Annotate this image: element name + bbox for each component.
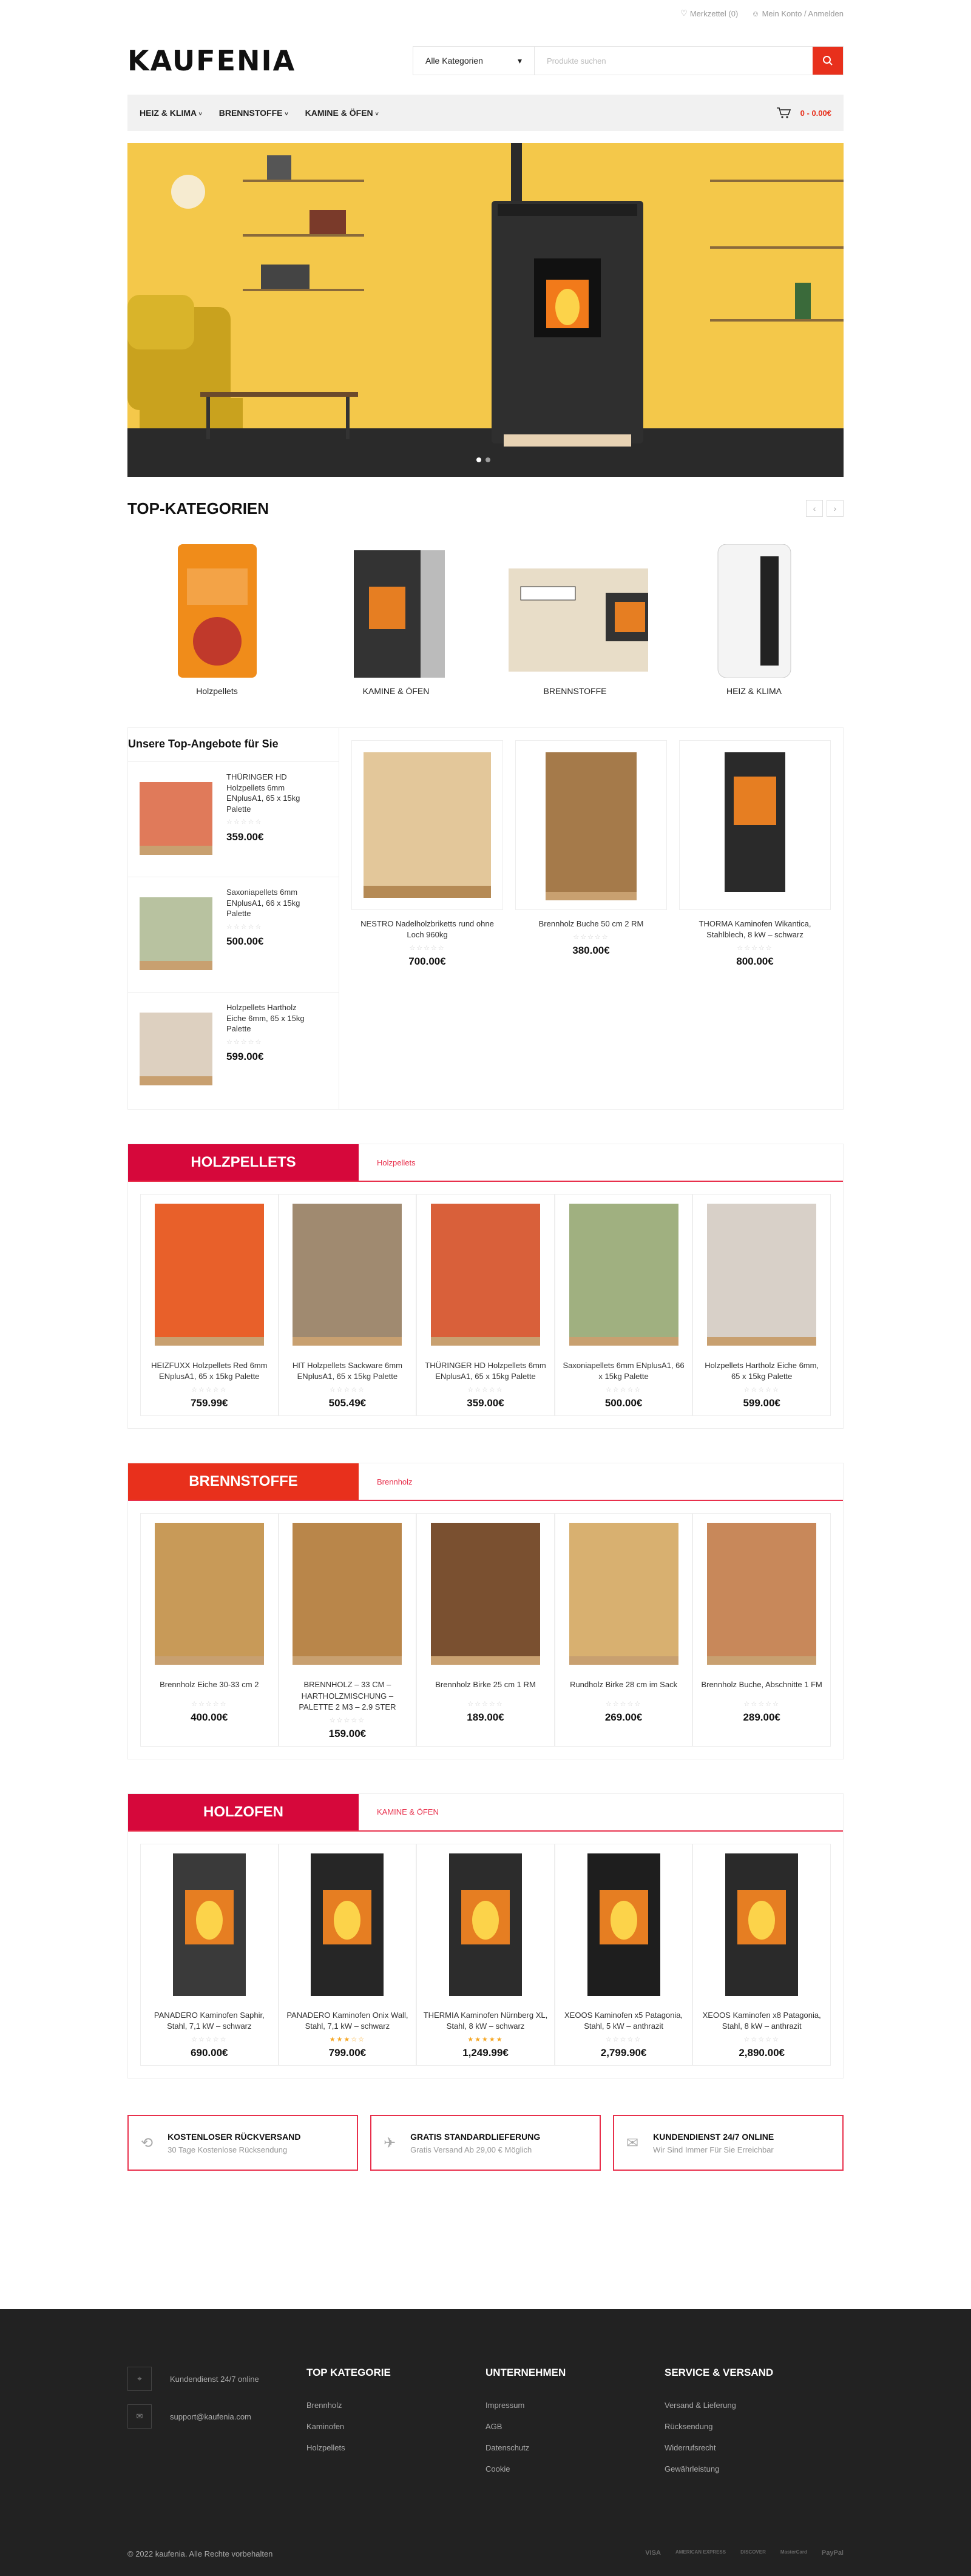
list-item[interactable]: Holzpellets Hartholz Eiche 6mm, 65 x 15kg Palette ☆☆☆☆☆ 599.00€ — [128, 992, 339, 1107]
air-conditioner-image — [703, 544, 806, 678]
product-card[interactable]: XEOOS Kaminofen x5 Patagonia, Stahl, 5 kW – anthrazit ☆☆☆☆☆ 2,799.90€ — [555, 1844, 693, 2066]
product-image — [143, 1847, 276, 2002]
footer-link[interactable]: Cookie — [486, 2464, 510, 2473]
chevron-down-icon: ˅ — [285, 111, 288, 117]
section-subtab[interactable]: Holzpellets — [377, 1158, 416, 1167]
product-image — [137, 885, 215, 976]
hero-image — [127, 143, 844, 477]
footer-link[interactable]: Rücksendung — [665, 2422, 713, 2431]
feature-box: ⟲ KOSTENLOSER RÜCKVERSAND 30 Tage Kostenlose Rücksendung — [127, 2115, 358, 2171]
chevron-down-icon: ˅ — [198, 111, 202, 117]
rating-stars: ☆☆☆☆☆ — [737, 945, 773, 953]
plane-icon: ✈ — [384, 2134, 396, 2151]
footer-link[interactable]: AGB — [486, 2422, 502, 2431]
product-image — [557, 1517, 691, 1671]
product-card[interactable]: PANADERO Kaminofen Onix Wall, Stahl, 7,1 kW – schwarz ★★★☆☆ 799.00€ — [279, 1844, 417, 2066]
contact-row[interactable]: ✉ support@kaufenia.com — [127, 2404, 306, 2429]
arrow-right-icon[interactable]: › — [827, 500, 844, 517]
product-image — [419, 1198, 552, 1352]
cart-button[interactable]: 0 - 0.00€ — [776, 107, 831, 119]
section-subtab[interactable]: KAMINE & ÖFEN — [377, 1807, 439, 1817]
product-card[interactable]: HEIZFUXX Holzpellets Red 6mm ENplusA1, 65 x 15kg Palette ☆☆☆☆☆ 759.99€ — [140, 1194, 279, 1416]
contact-row: ⌖ Kundendienst 24/7 online — [127, 2367, 306, 2391]
feature-box: ✉ KUNDENDIENST 24/7 ONLINE Wir Sind Immer Für Sie Erreichbar — [613, 2115, 844, 2171]
caret-down-icon: ▾ — [517, 55, 522, 66]
footer-link[interactable]: Gewährleistung — [665, 2464, 720, 2473]
rating-stars: ☆☆☆☆☆ — [226, 1038, 263, 1046]
arrow-left-icon[interactable]: ‹ — [806, 500, 823, 517]
rating-stars: ☆☆☆☆☆ — [409, 945, 445, 953]
logo[interactable]: KAUFENIA — [127, 44, 296, 77]
product-image — [280, 1847, 414, 2002]
pellet-bag-image — [175, 544, 260, 678]
rating-stars: ☆☆☆☆☆ — [329, 1716, 366, 1724]
nav-item-kamine-oefen[interactable]: KAMINE & ÖFEN ˅ — [305, 108, 379, 118]
section-title: TOP-KATEGORIEN — [127, 499, 269, 518]
search-button[interactable] — [813, 47, 843, 75]
rating-stars: ☆☆☆☆☆ — [191, 2036, 228, 2044]
product-card[interactable]: Holzpellets Hartholz Eiche 6mm, 65 x 15kg Palette ☆☆☆☆☆ 599.00€ — [692, 1194, 831, 1416]
product-card[interactable]: Saxoniapellets 6mm ENplusA1, 66 x 15kg Palette ☆☆☆☆☆ 500.00€ — [555, 1194, 693, 1416]
product-image — [419, 1517, 552, 1671]
brennstoffe-section — [127, 1463, 844, 1759]
search-bar — [413, 46, 844, 75]
section-tab[interactable]: HOLZPELLETS — [128, 1144, 359, 1181]
search-input[interactable]: Produkte suchen — [547, 56, 606, 66]
main-nav — [127, 95, 844, 131]
product-image — [695, 1517, 828, 1671]
product-card[interactable]: THÜRINGER HD Holzpellets 6mm ENplusA1, 65 x 15kg Palette ☆☆☆☆☆ 359.00€ — [416, 1194, 555, 1416]
briquette-box-image — [502, 562, 648, 678]
paypal-icon: PayPal — [821, 2549, 844, 2557]
stove-image — [348, 544, 445, 678]
copyright: © 2022 kaufenia. Alle Rechte vorbehalten — [127, 2549, 273, 2558]
nav-item-brennstoffe[interactable]: BRENNSTOFFE ˅ — [218, 108, 288, 118]
location-icon: ⌖ — [127, 2367, 152, 2391]
section-tab[interactable]: BRENNSTOFFE — [128, 1463, 359, 1500]
feature-box: ✈ GRATIS STANDARDLIEFERUNG Gratis Versand Ab 29,00 € Möglich — [370, 2115, 601, 2171]
product-image — [695, 1847, 828, 2002]
rating-stars: ☆☆☆☆☆ — [605, 1701, 642, 1708]
cart-icon — [776, 107, 791, 119]
top-offers — [127, 727, 844, 1110]
footer: ⌖ Kundendienst 24/7 online ✉ support@kaufenia.com TOP KATEGORIE Brennholz Kaminofen Holzpellets UNTERNEHMEN Impressum AGB Datenschutz Cookie SERVICE & VERSAND Versand & Lieferung Rücksendung Widerrufsrecht Gewährleistung © 2022 kaufenia. Alle Rechte vorbehalten VISA AMERICAN EXPRESS DISCOVER MasterCard PayPal — [0, 2309, 971, 2576]
payment-icons — [645, 2549, 844, 2558]
rating-stars: ☆☆☆☆☆ — [191, 1701, 228, 1708]
nav-item-heiz-klima[interactable]: HEIZ & KLIMA ˅ — [140, 108, 202, 118]
product-image — [137, 770, 215, 861]
product-card[interactable]: THERMIA Kaminofen Nürnberg XL, Stahl, 8 kW – schwarz ★★★★★ 1,249.99€ — [416, 1844, 555, 2066]
product-image — [521, 746, 661, 904]
chevron-down-icon: ˅ — [375, 111, 379, 117]
holzpellets-section — [127, 1144, 844, 1429]
mail-icon: ✉ — [127, 2404, 152, 2429]
product-card[interactable]: Brennholz Buche, Abschnitte 1 FM ☆☆☆☆☆ 289.00€ — [692, 1513, 831, 1747]
account-link[interactable]: ☺ Mein Konto / Anmelden — [751, 8, 844, 18]
product-card[interactable]: Rundholz Birke 28 cm im Sack ☆☆☆☆☆ 269.00€ — [555, 1513, 693, 1747]
chat-icon: ✉ — [626, 2134, 639, 2151]
product-card[interactable]: XEOOS Kaminofen x8 Patagonia, Stahl, 8 kW – anthrazit ☆☆☆☆☆ 2,890.00€ — [692, 1844, 831, 2066]
rating-stars: ☆☆☆☆☆ — [191, 1386, 228, 1394]
footer-link[interactable]: Holzpellets — [306, 2443, 345, 2452]
rating-stars: ☆☆☆☆☆ — [573, 934, 609, 942]
product-image — [143, 1517, 276, 1671]
rating-stars: ☆☆☆☆☆ — [226, 818, 263, 826]
list-item[interactable]: Saxoniapellets 6mm ENplusA1, 66 x 15kg Palette ☆☆☆☆☆ 500.00€ — [128, 877, 339, 992]
product-image — [143, 1198, 276, 1352]
rating-stars: ☆☆☆☆☆ — [329, 1386, 366, 1394]
rating-stars: ☆☆☆☆☆ — [605, 2036, 642, 2044]
rating-stars: ☆☆☆☆☆ — [743, 1701, 780, 1708]
list-item[interactable]: THÜRINGER HD Holzpellets 6mm ENplusA1, 65 x 15kg Palette ☆☆☆☆☆ 359.00€ — [128, 761, 339, 877]
hero-banner[interactable] — [127, 143, 844, 477]
category-item[interactable]: Holzpellets — [144, 535, 290, 696]
category-item[interactable]: HEIZ & KLIMA — [682, 535, 827, 696]
product-card[interactable]: HIT Holzpellets Sackware 6mm ENplusA1, 65 x 15kg Palette ☆☆☆☆☆ 505.49€ — [279, 1194, 417, 1416]
search-icon — [822, 55, 833, 66]
product-card[interactable]: BRENNHOLZ – 33 CM – HARTHOLZMISCHUNG – PALETTE 2 M3 – 2.9 STER ☆☆☆☆☆ 159.00€ — [279, 1513, 417, 1747]
product-card[interactable]: PANADERO Kaminofen Saphir, Stahl, 7,1 kW – schwarz ☆☆☆☆☆ 690.00€ — [140, 1844, 279, 2066]
product-card[interactable]: Brennholz Buche 50 cm 2 RM ☆☆☆☆☆ 380.00€ — [515, 740, 667, 1109]
product-image — [419, 1847, 552, 2002]
rating-stars: ☆☆☆☆☆ — [467, 1701, 504, 1708]
section-tab[interactable]: HOLZOFEN — [128, 1794, 359, 1830]
rating-stars: ★★★☆☆ — [329, 2036, 366, 2044]
product-image — [137, 1000, 215, 1091]
category-item[interactable]: BRENNSTOFFE — [502, 535, 648, 696]
rating-stars: ★★★★★ — [467, 2036, 504, 2044]
footer-link[interactable]: Impressum — [486, 2401, 525, 2410]
footer-link[interactable]: Widerrufsrecht — [665, 2443, 716, 2452]
product-image — [685, 746, 825, 904]
top-categories-header — [127, 496, 844, 521]
product-image — [695, 1198, 828, 1352]
holzofen-section — [127, 1793, 844, 2079]
offers-title: Unsere Top-Angebote für Sie — [128, 738, 279, 750]
product-image — [557, 1198, 691, 1352]
rating-stars: ☆☆☆☆☆ — [226, 923, 263, 931]
discover-icon: DISCOVER — [740, 2549, 766, 2555]
product-image — [557, 1847, 691, 2002]
product-image — [357, 746, 497, 904]
visa-icon: VISA — [645, 2549, 661, 2557]
category-carousel — [127, 535, 844, 696]
product-image — [280, 1198, 414, 1352]
top-bar — [127, 0, 844, 27]
product-card[interactable]: Brennholz Birke 25 cm 1 RM ☆☆☆☆☆ 189.00€ — [416, 1513, 555, 1747]
wishlist-link[interactable]: ♡ Merkzettel (0) — [680, 8, 739, 18]
user-icon: ☺ — [751, 8, 760, 18]
header — [127, 27, 844, 95]
footer-link[interactable]: Brennholz — [306, 2401, 342, 2410]
rating-stars: ☆☆☆☆☆ — [605, 1386, 642, 1394]
footer-link[interactable]: Kaminofen — [306, 2422, 345, 2431]
mastercard-icon: MasterCard — [780, 2549, 807, 2555]
rating-stars: ☆☆☆☆☆ — [743, 2036, 780, 2044]
footer-link[interactable]: Versand & Lieferung — [665, 2401, 736, 2410]
product-image — [280, 1517, 414, 1671]
product-card[interactable]: Brennholz Eiche 30-33 cm 2 ☆☆☆☆☆ 400.00€ — [140, 1513, 279, 1747]
return-icon: ⟲ — [141, 2134, 154, 2151]
footer-link[interactable]: Datenschutz — [486, 2443, 530, 2452]
features-row — [127, 2115, 844, 2171]
amex-icon: AMERICAN EXPRESS — [675, 2549, 726, 2555]
product-card[interactable]: THORMA Kaminofen Wikantica, Stahlblech, 8 kW – schwarz ☆☆☆☆☆ 800.00€ — [679, 740, 831, 1109]
search-category-select[interactable]: Alle Kategorien ▾ — [413, 47, 535, 75]
category-item[interactable]: KAMINE & ÖFEN — [323, 535, 469, 696]
heart-icon: ♡ — [680, 8, 688, 18]
rating-stars: ☆☆☆☆☆ — [743, 1386, 780, 1394]
product-card[interactable]: NESTRO Nadelholzbriketts rund ohne Loch 960kg ☆☆☆☆☆ 700.00€ — [351, 740, 503, 1109]
section-subtab[interactable]: Brennholz — [377, 1477, 413, 1486]
rating-stars: ☆☆☆☆☆ — [467, 1386, 504, 1394]
